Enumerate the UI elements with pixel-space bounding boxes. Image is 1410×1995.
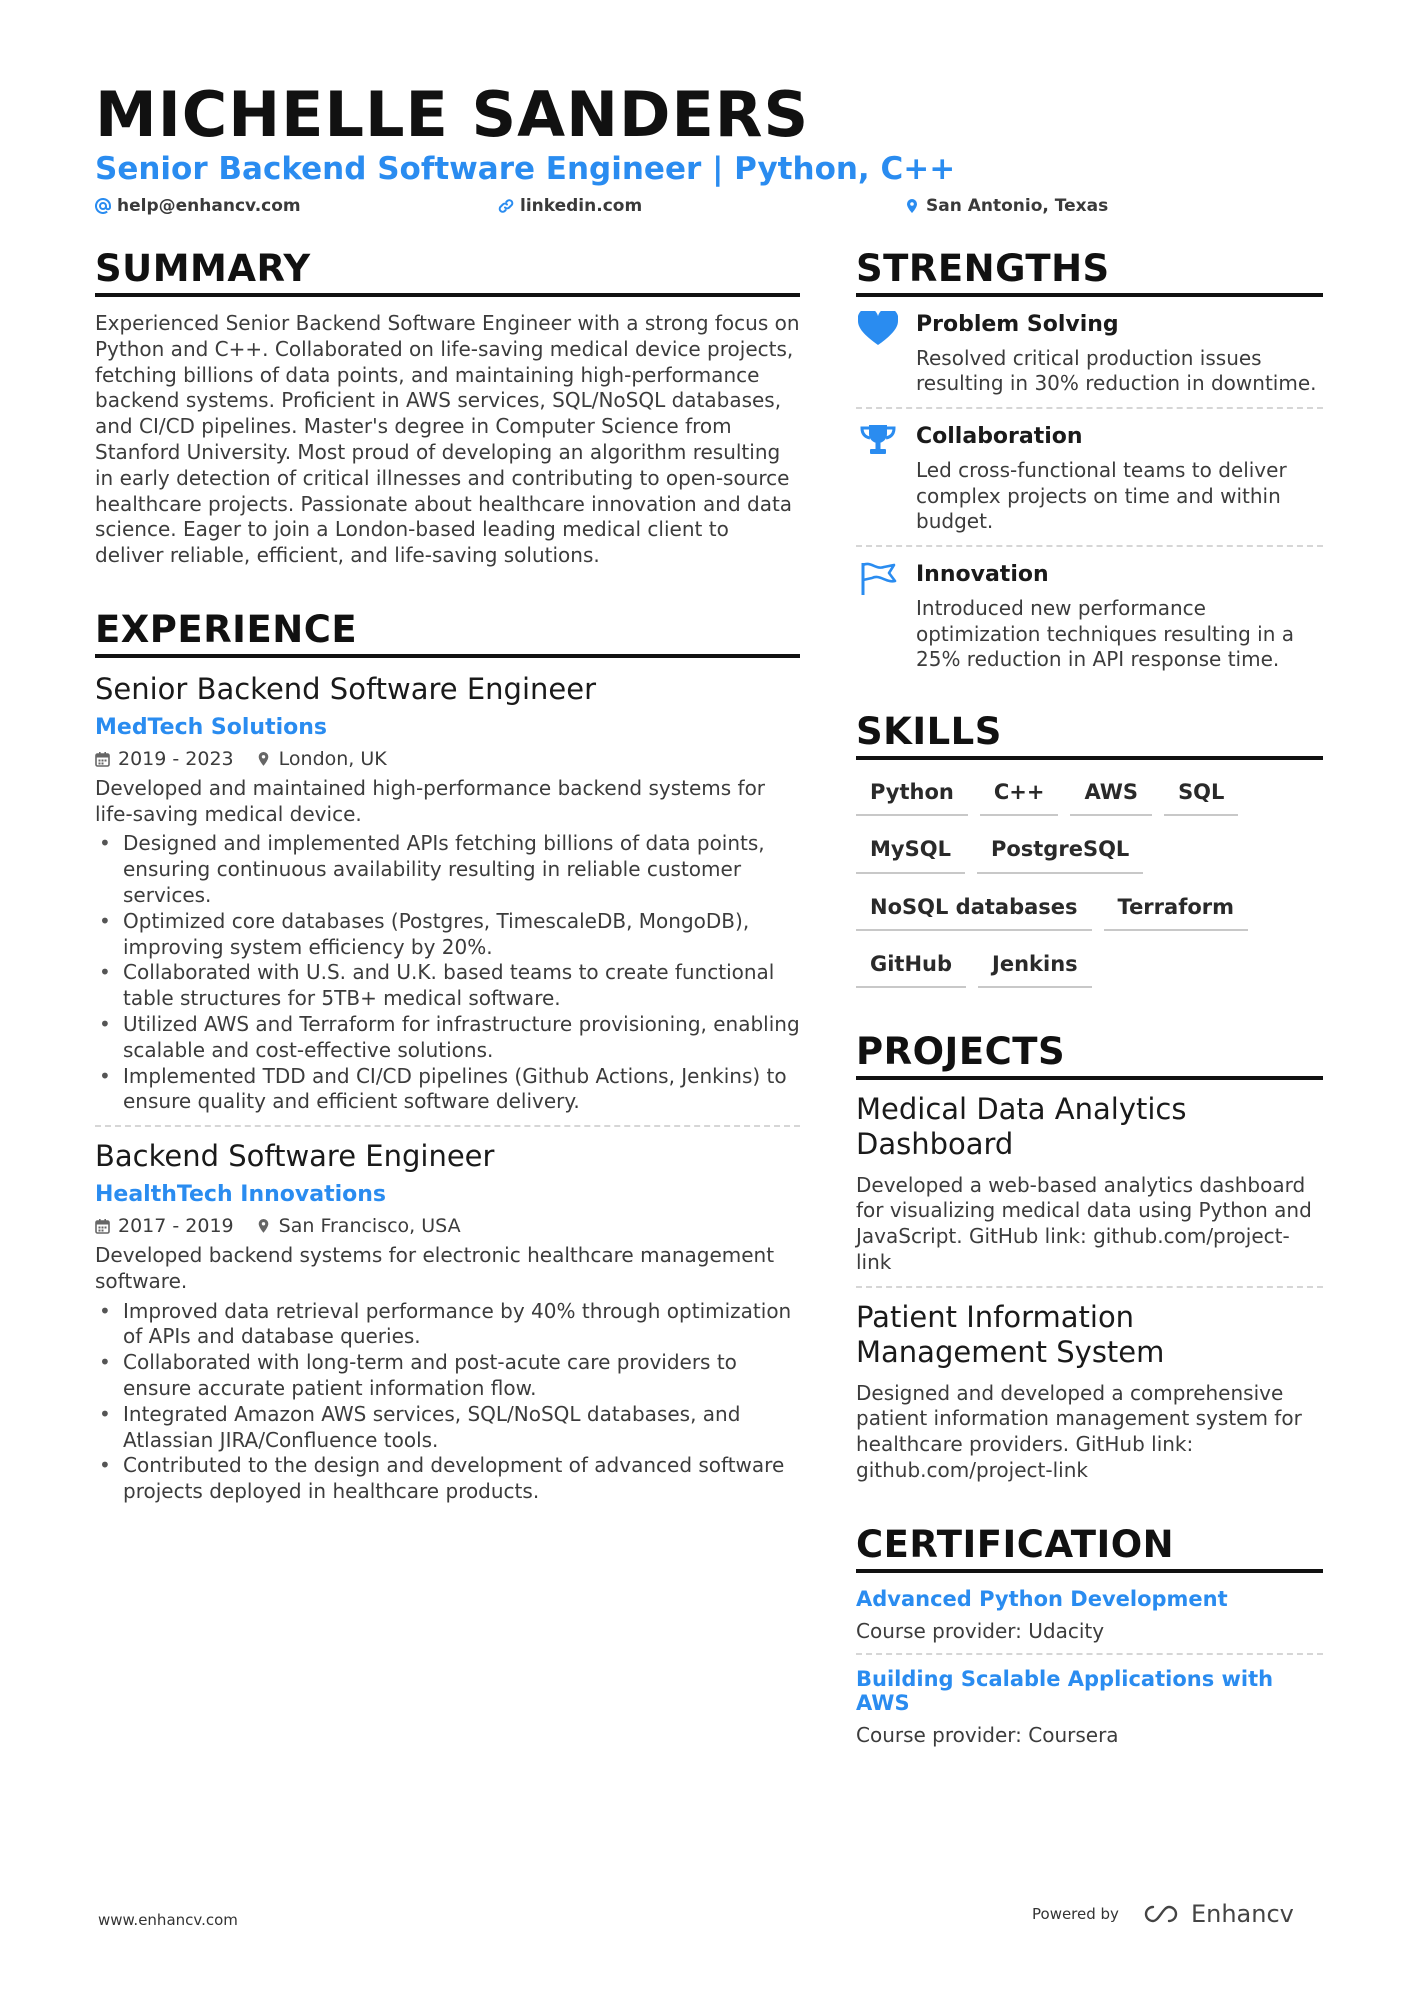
job-bullet: • Improved data retrieval performance by 40% through optimization of APIs and database queries. bbox=[95, 1299, 800, 1351]
job-bullet: • Collaborated with long-term and post-acute care providers to ensure accurate patient information flow. bbox=[95, 1350, 800, 1402]
certification-provider: Course provider: Udacity bbox=[856, 1618, 1105, 1643]
job-bullet: • Contributed to the design and development of advanced software projects deployed in healthcare products. bbox=[95, 1453, 800, 1505]
brand-logo[interactable] bbox=[1139, 1900, 1294, 1928]
job-company: MedTech Solutions bbox=[95, 714, 328, 740]
job-dates bbox=[95, 1215, 234, 1237]
summary-text: Experienced Senior Backend Software Engineer with a strong focus on Python and C++. Collaborated on life-saving medical device projects, fetching billions of data points, and maintaining high-performance backend systems. Proficient in AWS services, SQL/NoSQL databases, and CI/CD pipelines. Master's degree in Computer Science from Stanford University. Most proud of developing an algorithm resulting in early detection of critical illnesses and contributing to open-source healthcare projects. Passionate about healthcare innovation and data science. Eager to join a London-based leading medical client to deliver reliable, efficient, and life-saving solutions. bbox=[95, 311, 800, 568]
link-icon bbox=[498, 198, 514, 214]
job-location-text: London, UK bbox=[278, 747, 387, 770]
skill-tag: Python bbox=[856, 770, 968, 816]
skills-heading: SKILLS bbox=[856, 713, 1323, 760]
project-description: Developed a web-based analytics dashboard for visualizing medical data using Python and JavaScript. GitHub link: github.com/project-link bbox=[856, 1172, 1312, 1275]
job-dates-text: 2019 - 2023 bbox=[118, 747, 234, 770]
skills-list bbox=[856, 770, 1323, 999]
location-pin-icon bbox=[256, 1218, 271, 1234]
job-meta bbox=[95, 748, 800, 770]
job-dates-text: 2017 - 2019 bbox=[118, 1214, 234, 1237]
skill-tag: Jenkins bbox=[978, 942, 1092, 988]
candidate-headline: Senior Backend Software Engineer | Python, C++ bbox=[95, 151, 956, 187]
at-icon bbox=[95, 198, 111, 214]
certification-title: Advanced Python Development bbox=[856, 1586, 1228, 1611]
contact-row bbox=[95, 196, 1109, 220]
skill-tag: C++ bbox=[980, 770, 1059, 816]
contact-linkedin[interactable] bbox=[498, 196, 642, 216]
strength-description: Introduced new performance optimization techniques resulting in a 25% reduction in API response time. bbox=[916, 595, 1295, 672]
job-location bbox=[256, 748, 387, 770]
job-bullet: • Collaborated with U.S. and U.K. based teams to create functional table structures for 5TB+ medical software. bbox=[95, 960, 800, 1012]
skill-tag: GitHub bbox=[856, 942, 966, 988]
skill-tag: SQL bbox=[1164, 770, 1238, 816]
enhancv-logo-icon bbox=[1139, 1903, 1183, 1925]
job-title: Senior Backend Software Engineer bbox=[95, 671, 597, 706]
strength-title: Collaboration bbox=[916, 424, 1083, 450]
project-title: Patient Information Management System bbox=[856, 1299, 1165, 1370]
strength-title: Problem Solving bbox=[916, 312, 1119, 337]
location-pin-icon bbox=[904, 198, 920, 214]
job-meta bbox=[95, 1215, 800, 1237]
skill-tag: PostgreSQL bbox=[977, 827, 1143, 873]
footer-branding bbox=[1032, 1900, 1294, 1928]
strengths-heading: STRENGTHS bbox=[856, 250, 1323, 297]
certification-provider: Course provider: Coursera bbox=[856, 1722, 1119, 1747]
job-bullet: • Utilized AWS and Terraform for infrastructure provisioning, enabling scalable and cost-effective solutions. bbox=[95, 1012, 800, 1064]
flag-icon bbox=[858, 561, 898, 597]
brand-name: Enhancv bbox=[1190, 1900, 1294, 1928]
email-text: help@enhancv.com bbox=[117, 196, 301, 216]
strength-description: Led cross-functional teams to deliver complex projects on time and within budget. bbox=[916, 457, 1287, 534]
job-entry bbox=[95, 1127, 800, 1505]
location-pin-icon bbox=[256, 751, 271, 767]
summary-heading: SUMMARY bbox=[95, 250, 800, 297]
job-bullet: • Designed and implemented APIs fetching billions of data points, ensuring continuous availability resulting in reliable customer services. bbox=[95, 831, 800, 908]
trophy-icon bbox=[858, 423, 898, 459]
certification-heading: CERTIFICATION bbox=[856, 1526, 1323, 1573]
job-bullet: • Optimized core databases (Postgres, TimescaleDB, MongoDB), improving system efficiency by 20%. bbox=[95, 909, 800, 961]
certification-title: Building Scalable Applications with AWS bbox=[856, 1666, 1274, 1715]
project-item bbox=[856, 1080, 1323, 1276]
left-column bbox=[95, 247, 800, 1505]
job-entry bbox=[95, 658, 800, 1127]
project-item bbox=[856, 1288, 1323, 1484]
job-description: Developed backend systems for electronic healthcare management software. bbox=[95, 1242, 775, 1293]
skill-tag: Terraform bbox=[1104, 885, 1248, 931]
job-bullets bbox=[95, 831, 800, 1115]
candidate-name: MICHELLE SANDERS bbox=[95, 78, 810, 151]
calendar-icon bbox=[95, 751, 110, 767]
skill-tag: AWS bbox=[1070, 770, 1152, 816]
project-description: Designed and developed a comprehensive patient information management system for healthcare providers. GitHub link: github.com/project-link bbox=[856, 1380, 1302, 1482]
powered-by-text: Powered by bbox=[1032, 1905, 1119, 1923]
job-location-text: San Francisco, USA bbox=[278, 1214, 461, 1237]
skill-tag: NoSQL databases bbox=[856, 885, 1092, 931]
project-title: Medical Data Analytics Dashboard bbox=[856, 1091, 1187, 1162]
heart-icon bbox=[858, 311, 898, 347]
certification-item bbox=[856, 1573, 1323, 1643]
skill-tag: MySQL bbox=[856, 827, 965, 873]
right-column bbox=[856, 247, 1323, 1747]
job-company: HealthTech Innovations bbox=[95, 1181, 387, 1207]
contact-location bbox=[904, 196, 1108, 216]
job-description: Developed and maintained high-performance backend systems for life-saving medical device. bbox=[95, 775, 766, 826]
job-location bbox=[256, 1215, 461, 1237]
job-bullets bbox=[95, 1299, 800, 1505]
job-title: Backend Software Engineer bbox=[95, 1139, 495, 1174]
footer-website[interactable]: www.enhancv.com bbox=[98, 1911, 238, 1929]
job-bullet: • Integrated Amazon AWS services, SQL/NoSQL databases, and Atlassian JIRA/Confluence tools. bbox=[95, 1402, 800, 1454]
job-dates bbox=[95, 748, 234, 770]
strength-description: Resolved critical production issues resulting in 30% reduction in downtime. bbox=[916, 345, 1317, 396]
projects-heading: PROJECTS bbox=[856, 1033, 1323, 1080]
strength-item bbox=[856, 297, 1323, 407]
strength-item bbox=[856, 547, 1323, 683]
linkedin-text: linkedin.com bbox=[520, 196, 643, 216]
strength-item bbox=[856, 409, 1323, 545]
contact-email[interactable] bbox=[95, 196, 301, 216]
strength-title: Innovation bbox=[916, 562, 1049, 588]
experience-heading: EXPERIENCE bbox=[95, 611, 800, 658]
calendar-icon bbox=[95, 1218, 110, 1234]
job-bullet: • Implemented TDD and CI/CD pipelines (Github Actions, Jenkins) to ensure quality and efficient software delivery. bbox=[95, 1064, 800, 1116]
certification-item bbox=[856, 1655, 1323, 1747]
location-text: San Antonio, Texas bbox=[926, 196, 1109, 216]
